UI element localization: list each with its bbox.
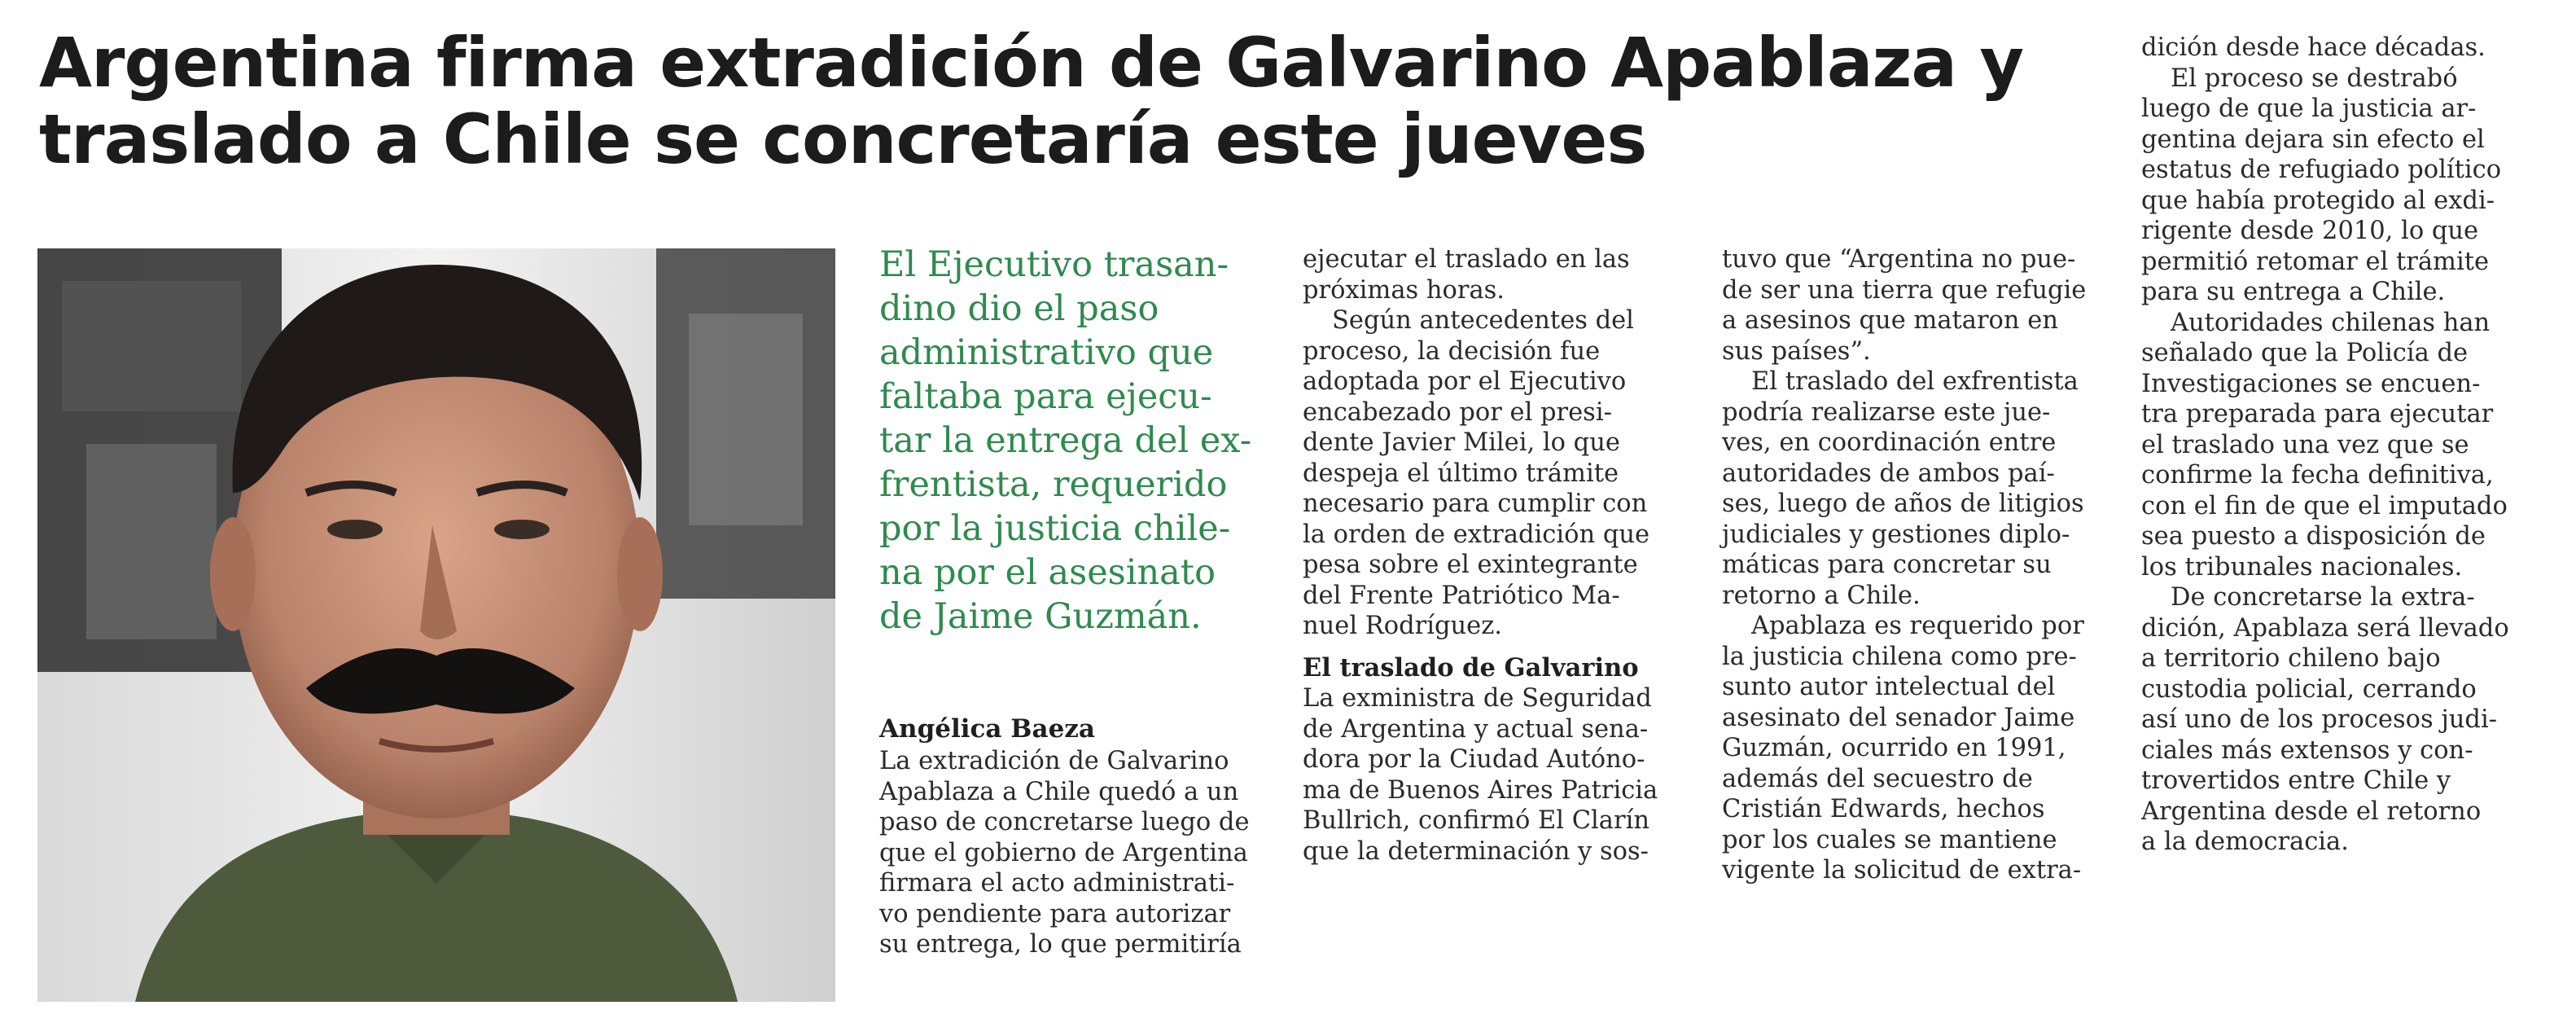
body-line: El traslado del exfrentista xyxy=(1751,367,2079,396)
column-4 xyxy=(2141,33,2532,858)
body-line: que había protegido al exdi- xyxy=(2141,186,2495,215)
body-line: podría realizarse este jue- xyxy=(1722,397,2051,427)
body-line: dora por la Ciudad Autóno- xyxy=(1303,745,1645,774)
body-line: Apablaza es requerido por xyxy=(1751,612,2084,640)
lede-line: por la justicia chile- xyxy=(879,508,1231,549)
body-line: de Argentina y actual sena- xyxy=(1303,714,1649,744)
body-line: Guzmán, ocurrido en 1991, xyxy=(1722,734,2066,762)
body-line: estatus de refugiado político xyxy=(2141,156,2502,184)
body-line: retorno a Chile. xyxy=(1722,581,1921,610)
article-photo xyxy=(37,248,835,1002)
body-line: despeja el último trámite xyxy=(1303,459,1619,488)
body-line: del Frente Patriótico Ma- xyxy=(1303,581,1620,610)
body-line: que la determinación y sos- xyxy=(1303,836,1649,866)
body-line: sea puesto a disposición de xyxy=(2141,522,2486,551)
body-line: señalado que la Policía de xyxy=(2141,339,2469,367)
body-line: rigente desde 2010, lo que xyxy=(2141,217,2479,245)
body-line: con el fin de que el imputado xyxy=(2141,491,2508,520)
body-line: a la democracia. xyxy=(2141,827,2349,856)
subhead: El traslado de Galvarino xyxy=(1303,652,1639,683)
body-line: los tribunales nacionales. xyxy=(2141,552,2463,582)
body-line: Autoridades chilenas han xyxy=(2171,308,2491,337)
lede-line: faltaba para ejecu- xyxy=(879,376,1212,417)
body-line: ves, en coordinación entre xyxy=(1722,428,2057,457)
column-1 xyxy=(879,746,1262,960)
body-line: Según antecedentes del xyxy=(1332,306,1634,335)
body-line: tra preparada para ejecutar xyxy=(2141,400,2494,428)
lede-line: El Ejecutivo trasan- xyxy=(879,244,1229,285)
column-3 xyxy=(1722,244,2105,886)
body-line: la orden de extradición que xyxy=(1303,520,1650,549)
body-line: custodia policial, cerrando xyxy=(2141,674,2477,704)
body-line: gentina dejara sin efecto el xyxy=(2141,125,2485,154)
body-line: La extradición de Galvarino xyxy=(879,747,1229,775)
lede-line: administrativo que xyxy=(879,332,1214,373)
body-line: de ser una tierra que refugie xyxy=(1722,275,2087,305)
body-line: próximas horas. xyxy=(1303,275,1505,305)
body-line: El proceso se destrabó xyxy=(2171,64,2458,93)
body-line: judiciales y gestiones diplo- xyxy=(1722,520,2070,549)
body-line: adoptada por el Ejecutivo xyxy=(1303,367,1627,396)
body-line: pesa sobre el exintegrante xyxy=(1303,551,1638,579)
body-line: sunto autor intelectual del xyxy=(1722,673,2056,701)
body-line: Bullrich, confirmó El Clarín xyxy=(1303,806,1649,835)
headline-line-1: Argentina firma extradición de Galvarino Apablaza y xyxy=(39,23,2024,103)
body-line: por los cuales se mantiene xyxy=(1722,825,2057,854)
lede-line: na por el asesinato xyxy=(879,552,1216,593)
body-line: a asesinos que mataron en xyxy=(1722,306,2058,335)
lede-line: de Jaime Guzmán. xyxy=(879,596,1202,637)
body-line: su entrega, lo que permitiría xyxy=(879,930,1242,959)
body-line: necesario para cumplir con xyxy=(1303,489,1648,518)
body-line: que el gobierno de Argentina xyxy=(879,838,1248,867)
headline xyxy=(39,24,2107,178)
body-line: máticas para concretar su xyxy=(1722,551,2052,579)
body-line: De concretarse la extra- xyxy=(2171,583,2475,612)
body-line: ses, luego de años de litigios xyxy=(1722,489,2084,518)
lede-text xyxy=(879,243,1278,639)
body-line: luego de que la justicia ar- xyxy=(2141,94,2477,123)
body-line: proceso, la decisión fue xyxy=(1303,336,1601,366)
body-line: ma de Buenos Aires Patricia xyxy=(1303,775,1658,805)
body-line: vigente la solicitud de extra- xyxy=(1722,856,2082,885)
body-line: así uno de los procesos judi- xyxy=(2141,705,2498,734)
body-line: para su entrega a Chile. xyxy=(2141,278,2446,306)
body-line: sus países”. xyxy=(1722,336,1871,366)
body-line: trovertidos entre Chile y xyxy=(2141,766,2451,795)
body-line: confirme la fecha definitiva, xyxy=(2141,461,2494,489)
body-line: dente Javier Milei, lo que xyxy=(1303,428,1620,457)
body-line: el traslado una vez que se xyxy=(2141,430,2469,459)
body-line: tuvo que “Argentina no pue- xyxy=(1722,245,2076,274)
column-2 xyxy=(1303,244,1685,867)
body-line: encabezado por el presi- xyxy=(1303,397,1612,427)
body-line: además del secuestro de xyxy=(1722,764,2033,793)
body-line: Cristián Edwards, hechos xyxy=(1722,795,2045,823)
body-line: ejecutar el traslado en las xyxy=(1303,245,1630,274)
byline: Angélica Baeza xyxy=(879,714,1095,744)
lede-line: tar la entrega del ex- xyxy=(879,420,1252,461)
body-line: a territorio chileno bajo xyxy=(2141,644,2441,673)
body-line: Investigaciones se encuen- xyxy=(2141,369,2481,398)
body-line: Apablaza a Chile quedó a un xyxy=(879,777,1239,806)
body-line: dición, Apablaza será llevado xyxy=(2141,613,2509,643)
body-line: ciales más extensos y con- xyxy=(2141,735,2473,765)
body-line: permitió retomar el trámite xyxy=(2141,247,2490,276)
body-line: dición desde hace décadas. xyxy=(2141,33,2486,62)
body-line: autoridades de ambos paí- xyxy=(1722,459,2055,488)
body-line: vo pendiente para autorizar xyxy=(879,899,1231,928)
body-line: firmara el acto administrati- xyxy=(879,869,1235,898)
portrait-illustration xyxy=(37,248,835,1002)
body-line: la justicia chilena como pre- xyxy=(1722,642,2077,671)
body-line: La exministra de Seguridad xyxy=(1303,684,1652,713)
body-line: Argentina desde el retorno xyxy=(2141,797,2482,826)
headline-line-2: traslado a Chile se concretaría este jueves xyxy=(39,99,1647,179)
body-line: asesinato del senador Jaime xyxy=(1722,703,2075,732)
body-line: nuel Rodríguez. xyxy=(1303,612,1502,640)
body-line: paso de concretarse luego de xyxy=(879,808,1250,836)
lede-line: dino dio el paso xyxy=(879,288,1159,329)
lede-line: frentista, requerido xyxy=(879,464,1228,505)
